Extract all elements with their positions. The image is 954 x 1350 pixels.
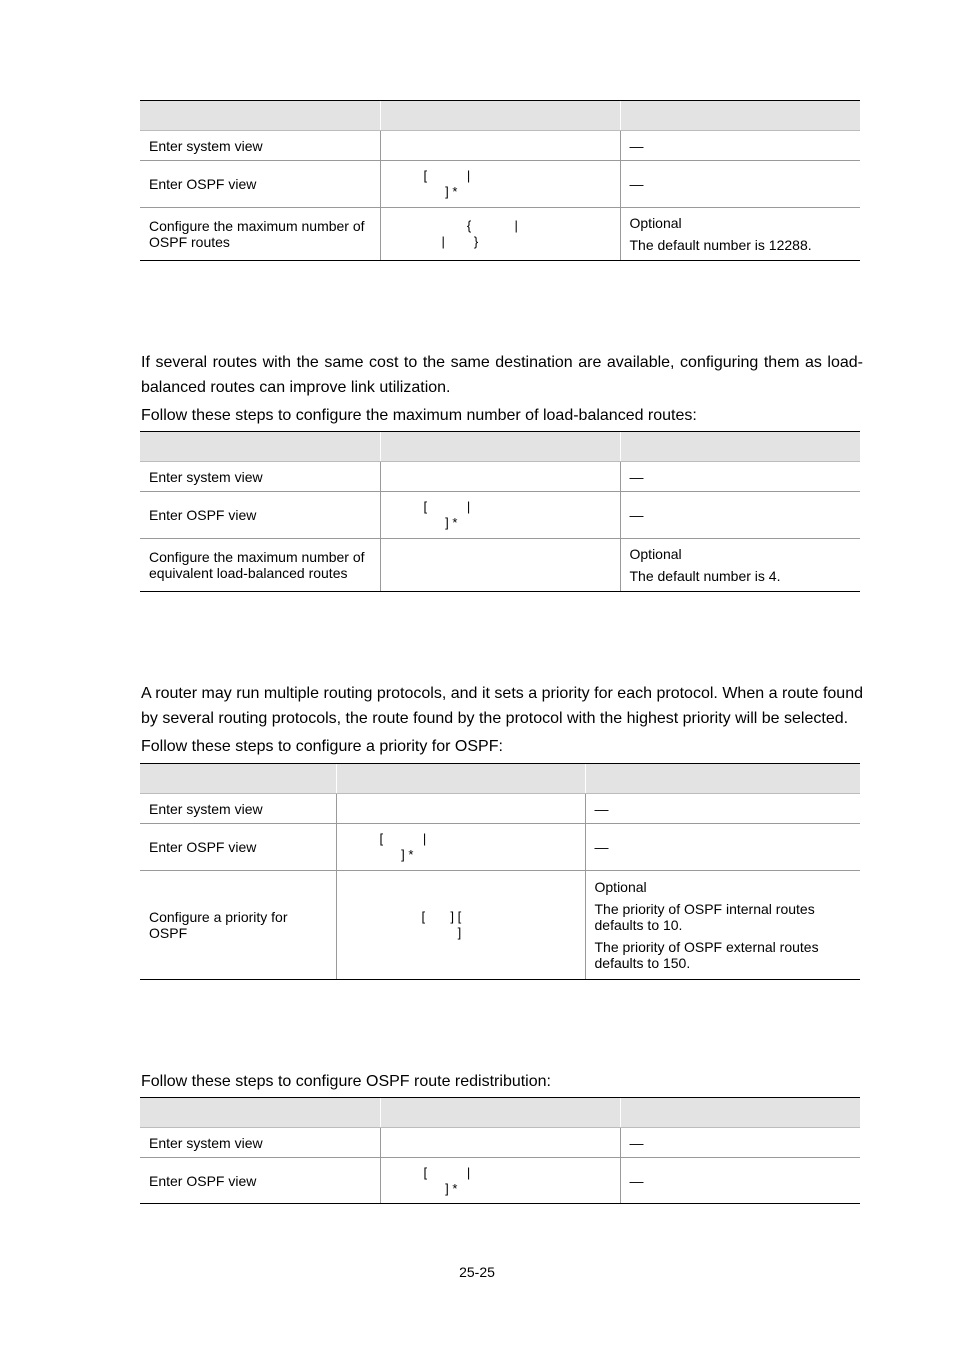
operation-cell: Configure the maximum number of equivalent load-balanced routes [140,539,380,592]
command-cell [380,1128,620,1158]
load-balance-table [140,431,860,592]
table-row [140,1128,860,1158]
table-row [140,871,860,980]
table-header [140,432,860,462]
table-row [140,208,860,261]
command-cell: [ | ] * [380,492,620,539]
remark-cell: Optional The priority of OSPF internal routes defaults to 10. The priority of OSPF external routes defaults to 150. [585,871,860,980]
remark-cell: Optional The default number is 4. [620,539,860,592]
ospf-priority-table [140,763,860,980]
command-cell [380,131,620,161]
redistribution-steps-intro: Follow these steps to configure OSPF route redistribution: [141,1073,551,1090]
ospf-route-limit-table [140,100,860,261]
operation-cell: Enter system view [140,462,380,492]
command-cell: { | | } [380,208,620,261]
table-row [140,462,860,492]
operation-cell: Enter OSPF view [140,161,380,208]
ospf-redistribution-table [140,1097,860,1204]
remark-cell: — [585,794,860,824]
table-header [140,1098,860,1128]
operation-cell: Enter OSPF view [140,824,336,871]
priority-intro: A router may run multiple routing protocols, and it sets a priority for each protocol. When a route found by several routing protocols, the route found by the protocol with the highest priority will be selected. [141,685,863,727]
remark-cell: — [620,131,860,161]
command-cell: [ | ] * [336,824,585,871]
command-cell: [ ] [ ] [336,871,585,980]
table-row [140,492,860,539]
operation-cell: Enter OSPF view [140,1158,380,1204]
operation-cell: Enter system view [140,131,380,161]
page-number: 25-25 [459,1264,495,1280]
command-cell [380,462,620,492]
command-cell [380,539,620,592]
operation-cell: Enter OSPF view [140,492,380,539]
command-cell [336,794,585,824]
operation-cell: Configure the maximum number of OSPF routes [140,208,380,261]
table-row [140,131,860,161]
remark-cell: — [620,462,860,492]
table-row [140,1158,860,1204]
remark-cell: — [620,161,860,208]
load-balance-intro: If several routes with the same cost to the same destination are available, configuring them as load-balanced routes can improve link utilization. [141,354,863,396]
table-row [140,794,860,824]
table-row [140,161,860,208]
operation-cell: Enter system view [140,1128,380,1158]
table-row [140,539,860,592]
load-balance-steps-intro: Follow these steps to configure the maximum number of load-balanced routes: [141,407,697,424]
operation-cell: Enter system view [140,794,336,824]
command-cell: [ | ] * [380,1158,620,1204]
remark-cell: — [585,824,860,871]
table-header [140,764,860,794]
remark-cell: Optional The default number is 12288. [620,208,860,261]
operation-cell: Configure a priority for OSPF [140,871,336,980]
remark-cell: — [620,1158,860,1204]
table-header [140,101,860,131]
remark-cell: — [620,492,860,539]
table-row [140,824,860,871]
priority-steps-intro: Follow these steps to configure a priority for OSPF: [141,738,503,755]
remark-cell: — [620,1128,860,1158]
command-cell: [ | ] * [380,161,620,208]
